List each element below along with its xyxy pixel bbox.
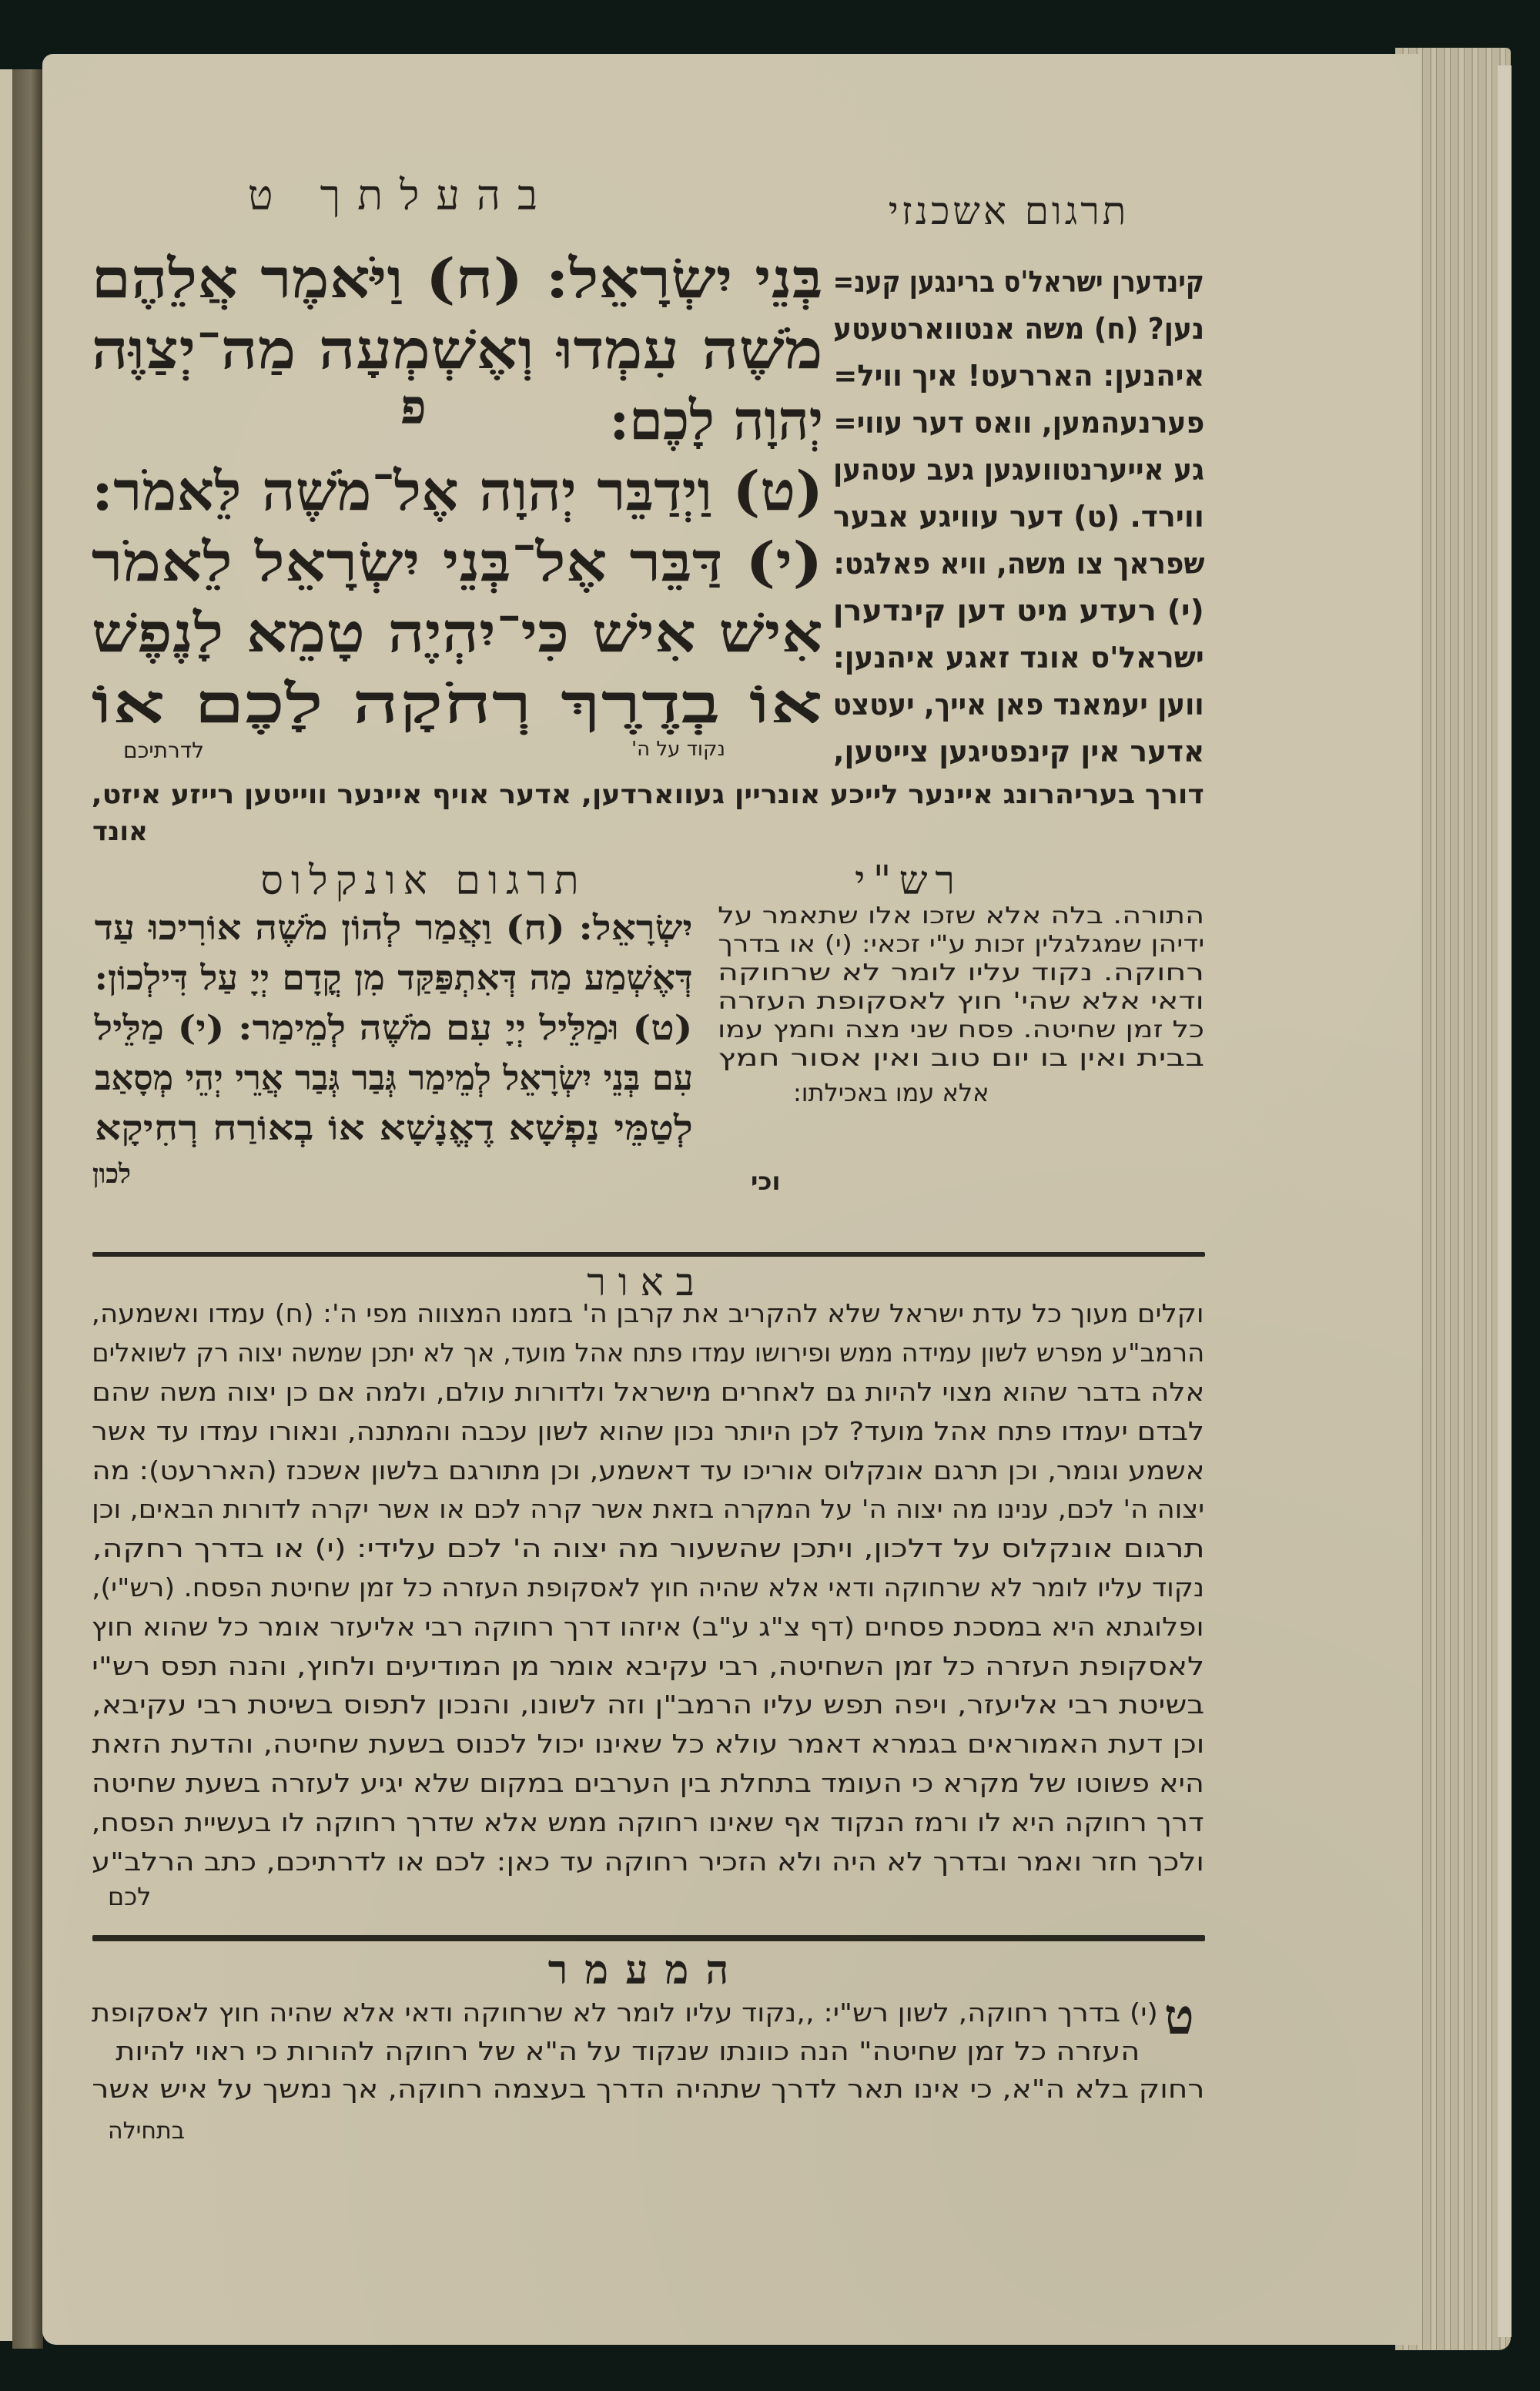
onkelos-line-text: דְּאֶשְׁמַע מַה דְּאִתְפַּקַּד מִן קֳדָם יְיָ עַל דִּילְכוֹן: [95,958,693,998]
onkelos-line-text: יִשְׂרָאֵל: (ח) וַאֲמַר לְהוֹן מֹשֶׁה אוֹרִיכוּ עַד [95,908,693,948]
onkelos-line-text: לְטַמֵּי נַפְשָׁא דֶאֱנָשָׁא אוֹ בְאוֹרַח רְחִיקָא [95,1108,693,1148]
biur-line [92,1846,1204,1877]
torah-line [92,599,823,667]
onkelos-line-text: עִם בְּנֵי יִשְׂרָאֵל לְמֵימַר גְּבַר גְּבַר אֲרֵי יְהֵי מְסָאַב [95,1058,693,1098]
onkelos-catchword: לכון [92,1159,131,1190]
hameamer-line [92,1997,1158,2028]
biur-line-text: דרך רחוקה היא לו ורמז הנקוד אף שאינו רחוקה ממש אלא שדרך רחוקה לו בעשיית הפסח, [92,1807,1204,1837]
biur-line-text: אלה בדבר שהוא מצוי להיות גם לאחרים מישראל ולדורות עולם, ולמה אם כן יצוה משה שהם [91,1376,1204,1407]
biur-title: באור [587,1260,707,1304]
torah-line [493,387,823,454]
section-divider-rule [92,1935,1205,1941]
rashi-line [718,959,1204,988]
biur-line-text: ולכך חזר ואמר ובדרך לא היה ולא הזכיר רחוקה עד כאן: לכם או לדרתיכם, כתב הרלב"ע [91,1846,1204,1877]
biur-line [92,1689,1204,1720]
rashi-line-text: ודאי אלא שהי' חוץ לאסקופת העזרה [718,988,1204,1016]
torah-line-text: (ט) וַיְדַבֵּר יְהוָה אֶל־מֹשֶׁה לֵּאמֹר: [91,459,823,524]
german-continuation-text: דורך בעריהרונג איינער לייכע אונריין געווארדען, אדער אויף איינער ווייטען רייזע איזט, [92,779,1204,810]
biur-line [92,1493,1204,1525]
rashi-last-line: אלא עמו באכילתו: [793,1078,989,1107]
biur-line-text: לאסקופת העזרה כל זמן השחיטה, רבי עקיבא אומר מן המודיעים ולחוץ, והנה תפס רש"י [92,1650,1204,1681]
hameamer-line-text: רחוק בלא ה"א, כי אינו תאר לדרך שתהיה הדרך בעצמה רחוקה, אך נמשך על איש אשר [92,2074,1204,2105]
parasha-marker: פ [400,379,427,435]
onkelos-title: תרגום אונקלוס [260,858,587,904]
biur-line-text: היא פשוטו של מקרא כי העומד בתחלת בין הערבים במקום שלא יגיע לעזרה בשעת שחיטה [92,1767,1204,1798]
rashi-line-text: בבית ואין בו יום טוב ואין אסור חמץ [718,1045,1204,1073]
biur-line [92,1415,1204,1447]
biur-line [92,1532,1204,1564]
biur-line [92,1455,1204,1486]
biur-line-text: נקוד עליו לומר לא שרחוקה ודאי אלא שהיה חוץ לאסקופת העזרה כל זמן שחיטת הפסח. (רש"י), [92,1572,1204,1602]
german-line [833,734,1204,771]
biur-line-text: לבדם יעמדו פתח אהל מועד? לכן היותר נכון שהוא לשון עכבה והמתנה, ונאורו עמדו עד אשר [92,1415,1204,1446]
torah-line [92,528,823,596]
hameamer-catchword: בתחילה [108,2118,186,2145]
rashi-line [718,1016,1204,1045]
biur-line-text: אשמע וגומר, וכן תרגם אונקלוס אוריכו עד דאשמע, וכן מתורגם בלשון אשכנז (האררעט): מה [92,1455,1204,1485]
german-line [833,311,1204,348]
german-line [833,358,1204,395]
rashi-title: רש"י [855,858,962,904]
biur-line-text: בשיטת רבי אליעזר, ויפה תפש עליו הרמב"ן וזה לשונו, והנכון לתפוס בשיטת רבי עקיבא, [92,1689,1204,1720]
german-line-text: ווירד. (ט) דער עוויגע אבער [833,500,1204,534]
rashi-line-text: כל זמן שחיטה. פסח שני מצה וחמץ עמו [718,1016,1204,1044]
running-header-parasha: בהעלתך ט [247,171,554,219]
biur-line [92,1728,1204,1760]
german-line-text: קינדערן ישראל'ס ברינגען קענ= [833,265,1204,300]
rashi-line [718,987,1204,1016]
german-line [833,640,1204,677]
torah-line-text: אִישׁ אִישׁ כִּי־יִהְיֶה טָמֵא לָנֶפֶשׁ [92,601,823,665]
german-line-text: ווען יעמאנד פאן אייך, יעטצט [833,688,1204,722]
biur-catchword: לכם [108,1882,152,1911]
torah-line-text: אוֹ בְדֶרֶךְ רְחֹקָה לָכֶם אוֹ [91,671,823,736]
rashi-line-text: ידיהן שמגלגלין זכות ע"י זכאי: (י) או בדרך [718,931,1204,959]
dots-note: נקוד על ה' [631,738,725,761]
biur-line [92,1337,1204,1368]
german-continuation-line [92,778,1204,812]
onkelos-line [95,957,693,1000]
torah-line [92,457,823,525]
section-divider-rule [92,1252,1205,1257]
biur-line [92,1298,1204,1329]
biur-line [92,1807,1204,1838]
onkelos-line [95,1057,693,1100]
book-gutter [12,69,43,2349]
rashi-catchword: וכי [751,1167,781,1196]
hameamer-initial-letter: ט [1164,1988,1194,2046]
biur-line-text: וקלים מעוך כל עדת ישראל שלא להקריב את קרבן ה' בזמנו המצווה מפי ה': (ח) עמדו ואשמעה, [92,1298,1204,1329]
torah-line [92,316,823,383]
german-line [833,405,1204,442]
page-stack-edge-light [1498,65,1512,2337]
german-line-text: איהנען: האררעט! איך וויל= [833,359,1204,393]
biur-line-text: יצוה ה' לכם, ענינו מה יצוה ה' על המקרה בזאת אשר קרה לכם או אשר יקרה לדורות הבאים, וכן [91,1494,1204,1525]
german-line [833,452,1204,489]
german-line [833,499,1204,536]
rashi-line [718,1044,1204,1073]
torah-line [92,245,823,313]
onkelos-line [95,1007,693,1050]
onkelos-line-text: (ט) וּמַלֵּיל יְיָ עִם מֹשֶׁה לְמֵימַר: (י) מַלֵּיל [95,1008,693,1048]
german-line-text: נען? (ח) משה אנטווארטעטע [833,312,1204,347]
running-header-translation: תרגום אשכנזי [888,189,1130,233]
biur-line-text: תרגום אונקלוס על דלכון, ויתכן שהשעור מה יצוה ה' לכם עלידי: (י) או בדרך רחקה, [92,1533,1204,1564]
german-line [833,264,1204,301]
biur-line-text: הרמב"ע מפרש לשון עמידה ממש ופירושו עמדו פתח אהל מועד, אך לא יתכן שמשה יצוה רק לשואלים [92,1338,1204,1368]
rashi-line-text: התורה. בלה אלא שזכו אלו שתאמר על [718,902,1204,930]
onkelos-line [95,907,693,949]
previous-page-edge [0,69,12,2341]
german-line-text: (י) רעדע מיט דען קינדערן [833,594,1204,628]
biur-line-text: ופלוגתא היא במסכת פסחים (דף צ"ג ע"ב) איזהו דרך רחוקה רבי אליעזר אומר כל שהוא חוץ [92,1611,1204,1642]
german-line-text: ישראל'ס אונד זאגע איהנען: [833,641,1204,675]
hameamer-line-text: (י) בדרך רחוקה, לשון רש"י: ,,נקוד עליו לומר לא שרחוקה ודאי אלא שהיה חוץ לאסקופת [92,1998,1158,2028]
main-catchword: לדרתיכם [123,738,205,763]
biur-line [92,1650,1204,1682]
german-line-text: שפראך צו משה, וויא פאלגט: [833,547,1204,581]
torah-line-text: יְהוָה לָכֶם: [609,388,823,453]
hameamer-title: המעמר [547,1947,746,1994]
biur-line [92,1376,1204,1408]
german-line [833,546,1204,583]
biur-line [92,1767,1204,1799]
torah-line-text: מֹשֶׁה עִמְדוּ וְאֶשְׁמְעָה מַה־יְצַוֶּה [92,317,823,382]
torah-line-text: (י) דַּבֵּר אֶל־בְּנֵי יִשְׂרָאֵל לֵאמֹר [92,530,823,594]
german-line [833,687,1204,724]
hameamer-line [116,2035,1140,2067]
torah-line-text: בְּנֵי יִשְׂרָאֵל: (ח) וַיֹּאמֶר אֲלֵהֶם [91,246,823,311]
rashi-line-text: רחוקה. נקוד עליו לומר לא שרחוקה [718,959,1204,987]
german-line-text: פערנעהמען, וואס דער עווי= [833,406,1204,440]
hameamer-line-text: העזרה כל זמן שחיטה" הנה כוונתו שנקוד על ה"א של רחוקה להורות כי ראוי להיות [116,2035,1140,2066]
torah-line [92,670,823,738]
biur-line [92,1572,1204,1603]
german-line-text: אדער אין קינפטיגען צייטען, [833,735,1204,769]
biur-line [92,1611,1204,1643]
german-line [833,593,1204,630]
biur-line-text: וכן דעת האמוראים בגמרא דאמר עולא כל שאינו יכול לכנוס בשעת שחיטה, והדעת הזאת [92,1729,1204,1760]
german-line-text: גע אייערנטוועגען געב עטהען [833,453,1204,487]
hameamer-line [92,2073,1204,2105]
rashi-line [718,902,1204,931]
german-catchword: אונד [92,816,148,847]
rashi-line [718,930,1204,959]
onkelos-line [95,1107,693,1150]
